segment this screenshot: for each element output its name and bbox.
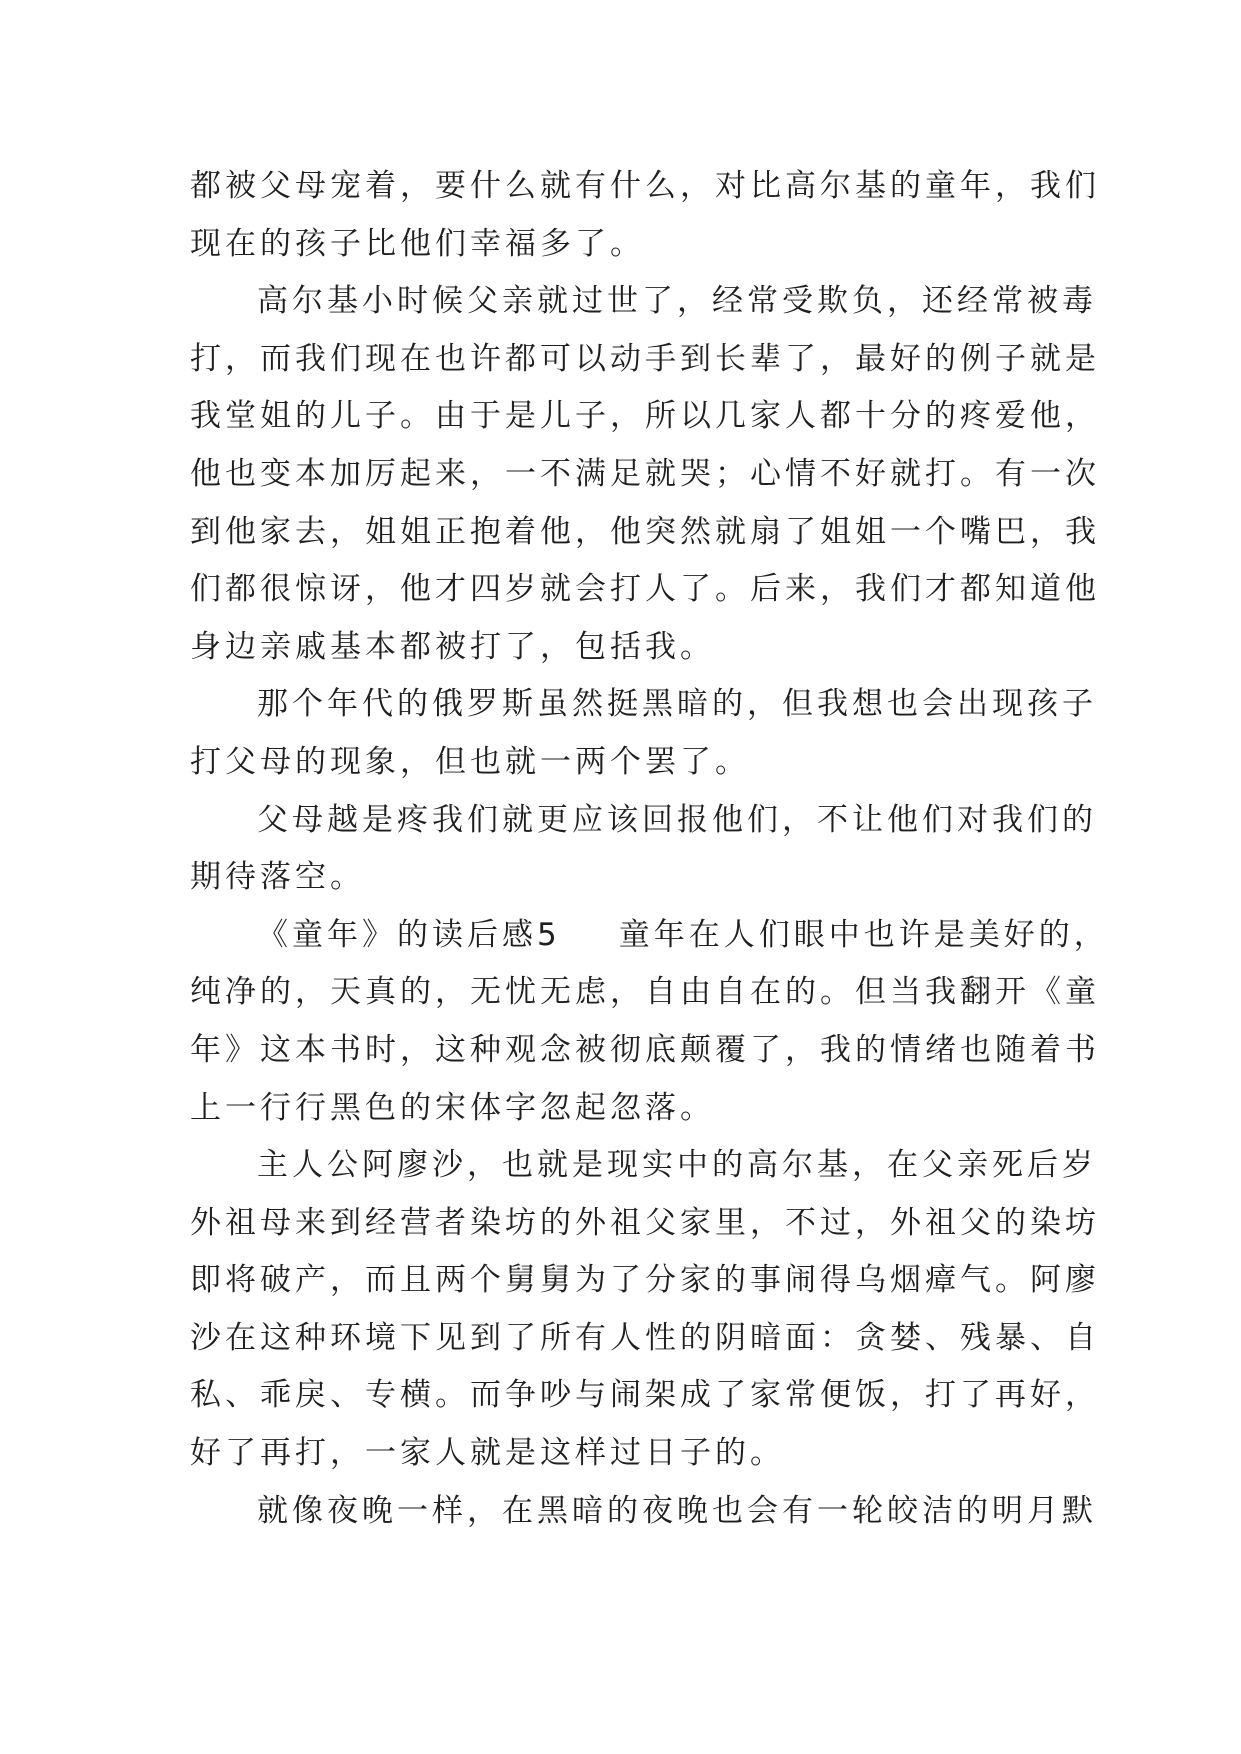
- text-line: 打父母的现象，但也就一两个罢了。: [190, 743, 750, 780]
- paragraph-start-line: 那个年代的俄罗斯虽然挺黑暗的，但我想也会出现孩子: [257, 686, 1097, 723]
- text-line: 纯净的，天真的，无忧无虑，自由自在的。但当我翻开《童: [190, 974, 1100, 1011]
- text-line: 即将破产，而且两个舅舅为了分家的事闹得乌烟瘴气。阿廖: [190, 1262, 1100, 1299]
- text-line: 现在的孩子比他们幸福多了。: [190, 225, 645, 262]
- text-line: 都被父母宠着，要什么就有什么，对比高尔基的童年，我们: [190, 168, 1100, 204]
- text-line: 上一行行黑色的宋体字忽起忽落。: [190, 1089, 715, 1126]
- text-line: 们都很惊讶，他才四岁就会打人了。后来，我们才都知道他: [190, 571, 1100, 608]
- text-line: 身边亲戚基本都被打了，包括我。: [190, 628, 715, 665]
- text-line: 到他家去，姐姐正抱着他，他突然就扇了姐姐一个嘴巴，我: [190, 513, 1100, 550]
- essay-heading-line: [190, 907, 1109, 965]
- text-line: 私、乖戾、专横。而争吵与闹架成了家常便饭，打了再好，: [190, 1377, 1100, 1414]
- text-line: 期待落空。: [190, 859, 365, 896]
- paragraph-start-line: 父母越是疼我们就更应该回报他们，不让他们对我们的: [257, 801, 1097, 838]
- text-line: 好了再打，一家人就是这样过日子的。: [190, 1435, 785, 1472]
- text-line: 打，而我们现在也许都可以动手到长辈了，最好的例子就是: [190, 340, 1100, 377]
- essay-first-sentence: 童年在人们眼中也许是美好的，: [618, 916, 1109, 953]
- essay-title: 《童年》的读后感5: [257, 916, 561, 953]
- paragraph-start-line: 主人公阿廖沙，也就是现实中的高尔基，在父亲死后岁: [257, 1147, 1097, 1184]
- document-body: [190, 158, 1109, 1540]
- text-line: 沙在这种环境下见到了所有人性的阴暗面：贪婪、残暴、自: [190, 1319, 1100, 1356]
- text-line: 他也变本加厉起来，一不满足就哭；心情不好就打。有一次: [190, 455, 1100, 492]
- text-line: 年》这本书时，这种观念被彻底颠覆了，我的情绪也随着书: [190, 1031, 1100, 1068]
- paragraph-start-line: 就像夜晚一样，在黑暗的夜晚也会有一轮皎洁的明月默: [257, 1492, 1097, 1529]
- text-line: 外祖母来到经营者染坊的外祖父家里，不过，外祖父的染坊: [190, 1204, 1100, 1241]
- paragraph-start-line: 高尔基小时候父亲就过世了，经常受欺负，还经常被毒: [257, 283, 1097, 320]
- text-line: 我堂姐的儿子。由于是儿子，所以几家人都十分的疼爱他，: [190, 398, 1100, 435]
